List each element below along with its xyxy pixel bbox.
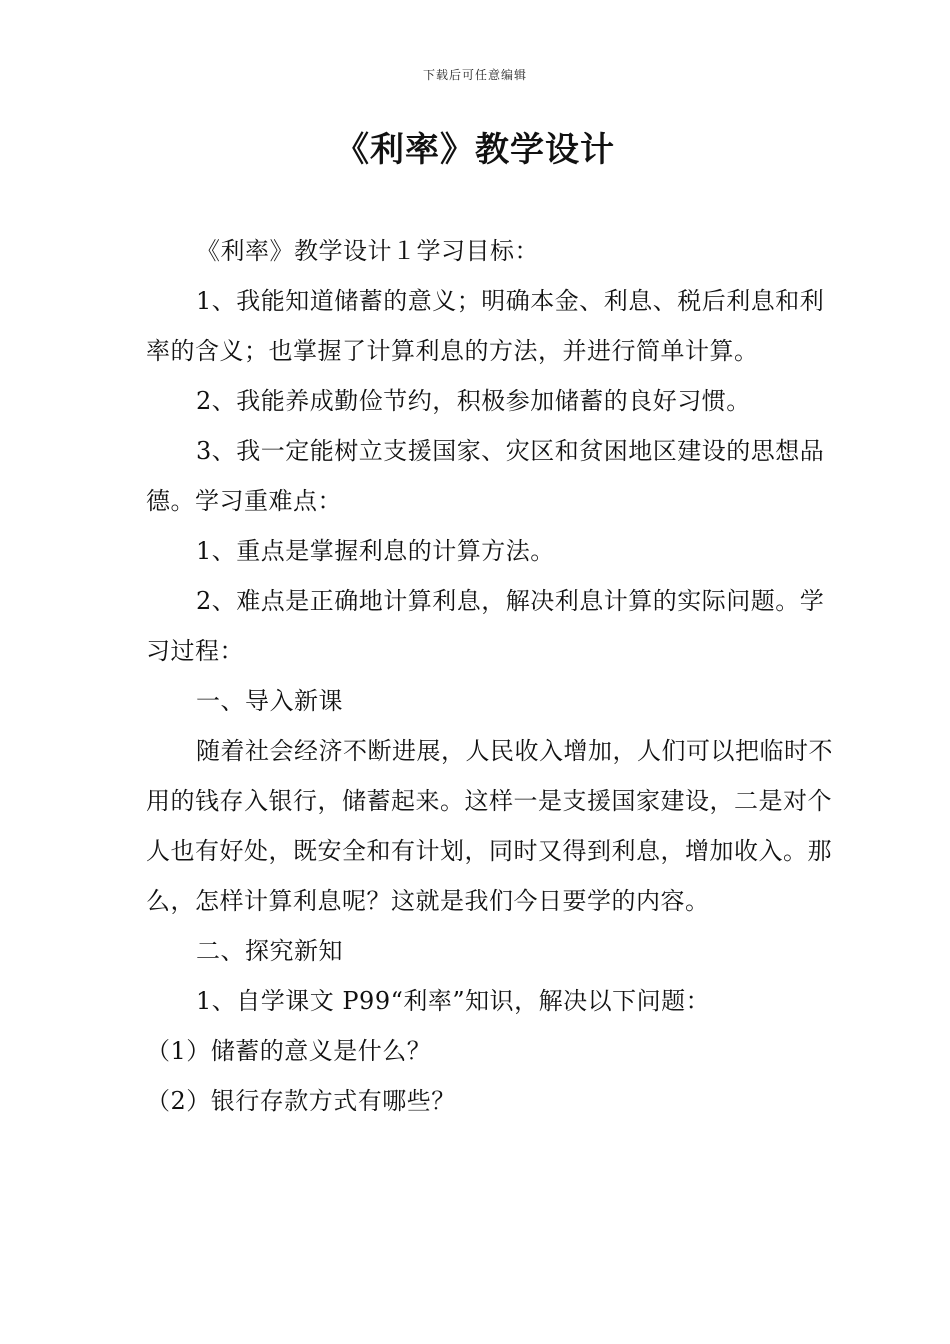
paragraph-intro: 随着社会经济不断进展，人民收入增加，人们可以把临时不用的钱存入银行，储蓄起来。这样一是支援国家建设，二是对个人也有好处，既安全和有计划，同时又得到利息，增加收入。那么，怎样计算利息呢？这就是我们今日要学的内容。: [146, 737, 833, 915]
question-2: （2）银行存款方式有哪些？: [146, 1087, 456, 1115]
paragraph-objective-3: 3、我一定能树立支援国家、灾区和贫困地区建设的思想品德。学习重难点：: [146, 437, 825, 515]
paragraph-task-1: 1、自学课文 P99“利率”知识，解决以下问题：: [196, 987, 711, 1015]
paragraph-keypoint-1: 1、重点是掌握利息的计算方法。: [196, 537, 555, 565]
header-note: 下载后可任意编辑: [422, 68, 527, 82]
paragraph-objectives-heading: 《利率》教学设计１学习目标：: [196, 237, 539, 265]
question-1: （1）储蓄的意义是什么？: [146, 1037, 432, 1065]
paragraph-objective-1: 1、我能知道储蓄的意义；明确本金、利息、税后利息和利率的含义；也掌握了计算利息的方法，并进行简单计算。: [146, 287, 825, 365]
section-heading-intro: 一、导入新课: [196, 687, 343, 715]
document-body: [146, 226, 836, 1126]
paragraph-objective-2: 2、我能养成勤俭节约，积极参加储蓄的良好习惯。: [196, 387, 751, 415]
paragraph-keypoint-2: 2、难点是正确地计算利息，解决利息计算的实际问题。学习过程：: [146, 587, 825, 665]
document-title: 《利率》教学设计: [335, 130, 615, 170]
section-heading-explore: 二、探究新知: [196, 937, 343, 965]
